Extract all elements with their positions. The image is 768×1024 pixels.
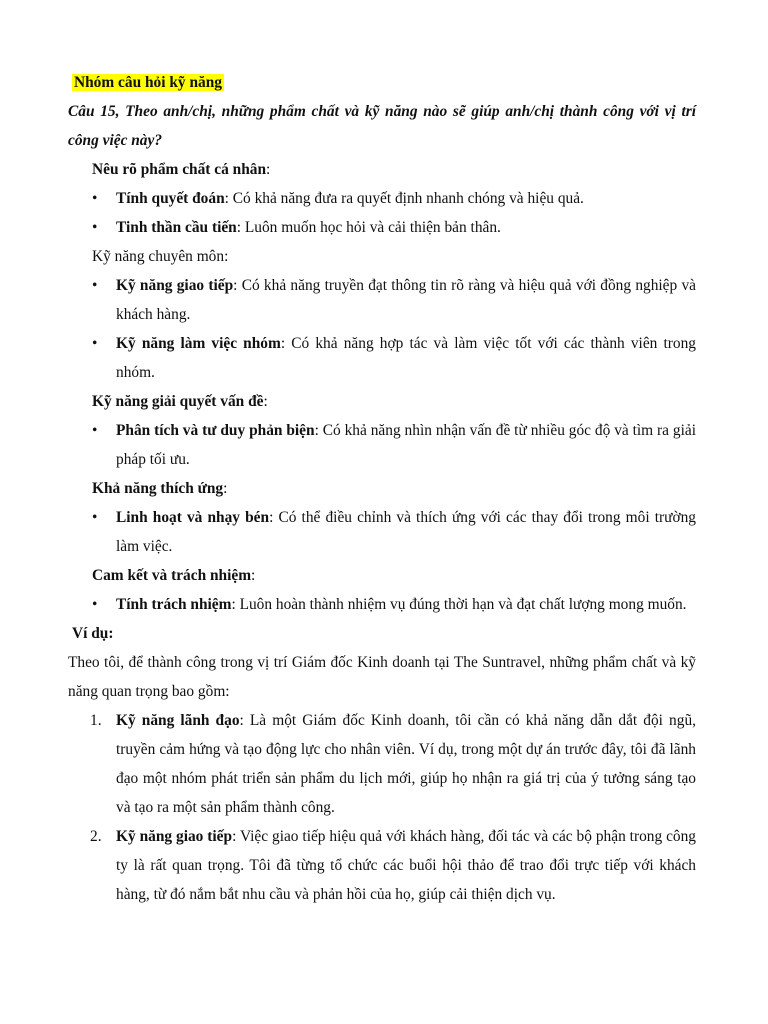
group-title-text: Kỹ năng chuyên môn <box>92 248 225 265</box>
section-heading-text: Nhóm câu hỏi kỹ năng <box>74 74 222 91</box>
group-title-text: Kỹ năng giải quyết vấn đề <box>92 393 264 410</box>
item-description: : Luôn hoàn thành nhiệm vụ đúng thời hạn và đạt chất lượng mong muốn. <box>231 596 687 613</box>
item-number: 2. <box>90 828 102 845</box>
bullet-list <box>68 503 696 561</box>
item-number: 1. <box>90 712 102 729</box>
group-title-text: Khả năng thích ứng <box>92 480 224 497</box>
item-description: : Có khả năng đưa ra quyết định nhanh chóng và hiệu quả. <box>224 190 584 207</box>
list-item <box>68 213 696 242</box>
list-item <box>68 416 696 474</box>
bullet-list <box>68 590 696 619</box>
item-term: Kỹ năng làm việc nhóm <box>116 335 281 352</box>
question-text: Câu 15, Theo anh/chị, những phẩm chất và kỹ năng nào sẽ giúp anh/chị thành công với vị trí công việc này? <box>68 103 696 149</box>
list-item <box>68 329 696 387</box>
item-term: Tính quyết đoán <box>116 190 225 207</box>
list-item <box>68 271 696 329</box>
group-title: Kỹ năng chuyên môn: <box>92 248 229 265</box>
item-term: Kỹ năng giao tiếp <box>116 828 233 845</box>
document-body <box>68 68 696 909</box>
item-term: Tính trách nhiệm <box>116 596 232 613</box>
list-item <box>68 503 696 561</box>
item-term: Kỹ năng giao tiếp <box>116 277 234 294</box>
item-description: : Có khả năng truyền đạt thông tin rõ ràng và hiệu quả với đồng nghiệp và khách hàng. <box>116 277 697 323</box>
bullet-list <box>68 271 696 387</box>
item-term: Linh hoạt và nhạy bén <box>116 509 270 526</box>
skill-groups <box>68 155 696 619</box>
item-description: : Có khả năng hợp tác và làm việc tốt với các thành viên trong nhóm. <box>116 335 696 381</box>
example-label: Ví dụ: <box>72 625 114 642</box>
group-title-text: Nêu rõ phẩm chất cá nhân <box>92 161 267 178</box>
example-numbered-list <box>68 706 696 909</box>
list-item <box>68 822 696 909</box>
item-description: : Có khả năng nhìn nhận vấn đề từ nhiều góc độ và tìm ra giải pháp tối ưu. <box>116 422 696 468</box>
item-description: : Là một Giám đốc Kinh doanh, tôi cần có khả năng dẫn dắt đội ngũ, truyền cảm hứng và tạo động lực cho nhân viên. Ví dụ, trong một dự án trước đây, tôi đã lãnh đạo một nhóm phát triển sản phẩm du lịch mới, giúp họ nhận ra giá trị của ý tưởng sáng tạo và tạo ra một sản phẩm thành công. <box>116 712 696 816</box>
group-title-text: Cam kết và trách nhiệm <box>92 567 252 584</box>
group-title: Khả năng thích ứng: <box>92 480 228 497</box>
bullet-list <box>68 184 696 242</box>
group-title: Nêu rõ phẩm chất cá nhân: <box>92 161 271 178</box>
item-term: Tinh thần cầu tiến <box>116 219 237 236</box>
item-description: : Việc giao tiếp hiệu quả với khách hàng, đối tác và các bộ phận trong công ty là rất quan trọng. Tôi đã từng tổ chức các buổi hội thảo để trao đổi trực tiếp với khách hàng, từ đó nắm bắt nhu cầu và phản hồi của họ, giúp cải thiện dịch vụ. <box>116 828 696 903</box>
list-item <box>68 706 696 822</box>
group-title: Kỹ năng giải quyết vấn đề: <box>92 393 268 410</box>
example-intro: Theo tôi, để thành công trong vị trí Giám đốc Kinh doanh tại The Suntravel, những phẩm chất và kỹ năng quan trọng bao gồm: <box>68 654 696 700</box>
item-description: : Luôn muốn học hỏi và cải thiện bản thân. <box>236 219 501 236</box>
item-term: Kỹ năng lãnh đạo <box>116 712 240 729</box>
item-description: : Có thể điều chỉnh và thích ứng với các thay đổi trong môi trường làm việc. <box>116 509 696 555</box>
group-title: Cam kết và trách nhiệm: <box>92 567 256 584</box>
list-item <box>68 590 696 619</box>
item-term: Phân tích và tư duy phản biện <box>116 422 315 439</box>
section-heading <box>68 68 696 97</box>
bullet-list <box>68 416 696 474</box>
list-item <box>68 184 696 213</box>
